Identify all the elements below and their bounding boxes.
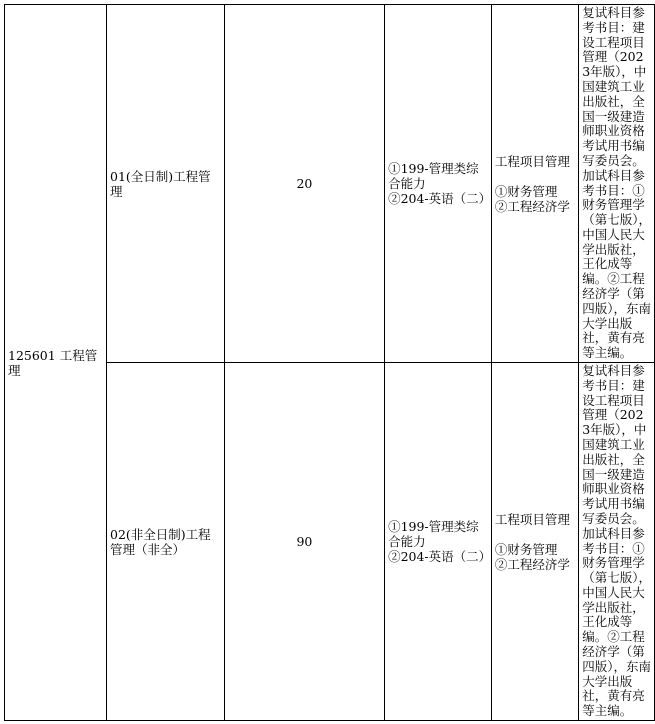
spacer xyxy=(495,169,575,184)
exam-subject-2: ②204-英语（二） xyxy=(388,191,492,206)
table-row xyxy=(5,5,655,363)
admissions-table xyxy=(4,4,655,721)
retest-subject-1: ①财务管理 xyxy=(494,541,558,557)
direction-cell: 02(非全日制)工程管理（非全） xyxy=(107,363,225,721)
retest-subject-2: ②工程经济学 xyxy=(494,198,570,214)
retest-subject-2: ②工程经济学 xyxy=(494,556,570,572)
enrollment-cell: 20 xyxy=(224,5,384,363)
exam-subject-2: ②204-英语（二） xyxy=(388,549,492,564)
reference-books-cell: 复试科目参考书目：建设工程项目管理（2023年版），中国建筑工业出版社，全国一级建造师职业资格考试用书编写委员会。加试科目参考书目：①财务管理学（第七版），中国人民大学出版社，王化成等编。②工程经济学（第四版），东南大学出版社，黄有亮等主编。 xyxy=(579,363,655,721)
retest-title: 工程项目管理 xyxy=(494,511,570,527)
exam-subjects-cell xyxy=(385,5,492,363)
major-cell: 125601 工程管理 xyxy=(5,5,107,721)
enrollment-cell: 90 xyxy=(224,363,384,721)
retest-subjects-cell xyxy=(491,5,578,363)
exam-subject-1: ①199-管理类综合能力 xyxy=(388,519,479,549)
retest-subjects-cell xyxy=(491,363,578,721)
spacer xyxy=(495,527,575,542)
reference-books-cell: 复试科目参考书目：建设工程项目管理（2023年版），中国建筑工业出版社，全国一级建造师职业资格考试用书编写委员会。加试科目参考书目：①财务管理学（第七版），中国人民大学出版社，王化成等编。②工程经济学（第四版），东南大学出版社，黄有亮等主编。 xyxy=(579,5,655,363)
exam-subject-1: ①199-管理类综合能力 xyxy=(388,161,479,191)
direction-cell: 01(全日制)工程管理 xyxy=(107,5,225,363)
exam-subjects-cell xyxy=(385,363,492,721)
retest-title: 工程项目管理 xyxy=(494,153,570,169)
retest-subject-1: ①财务管理 xyxy=(494,183,558,199)
